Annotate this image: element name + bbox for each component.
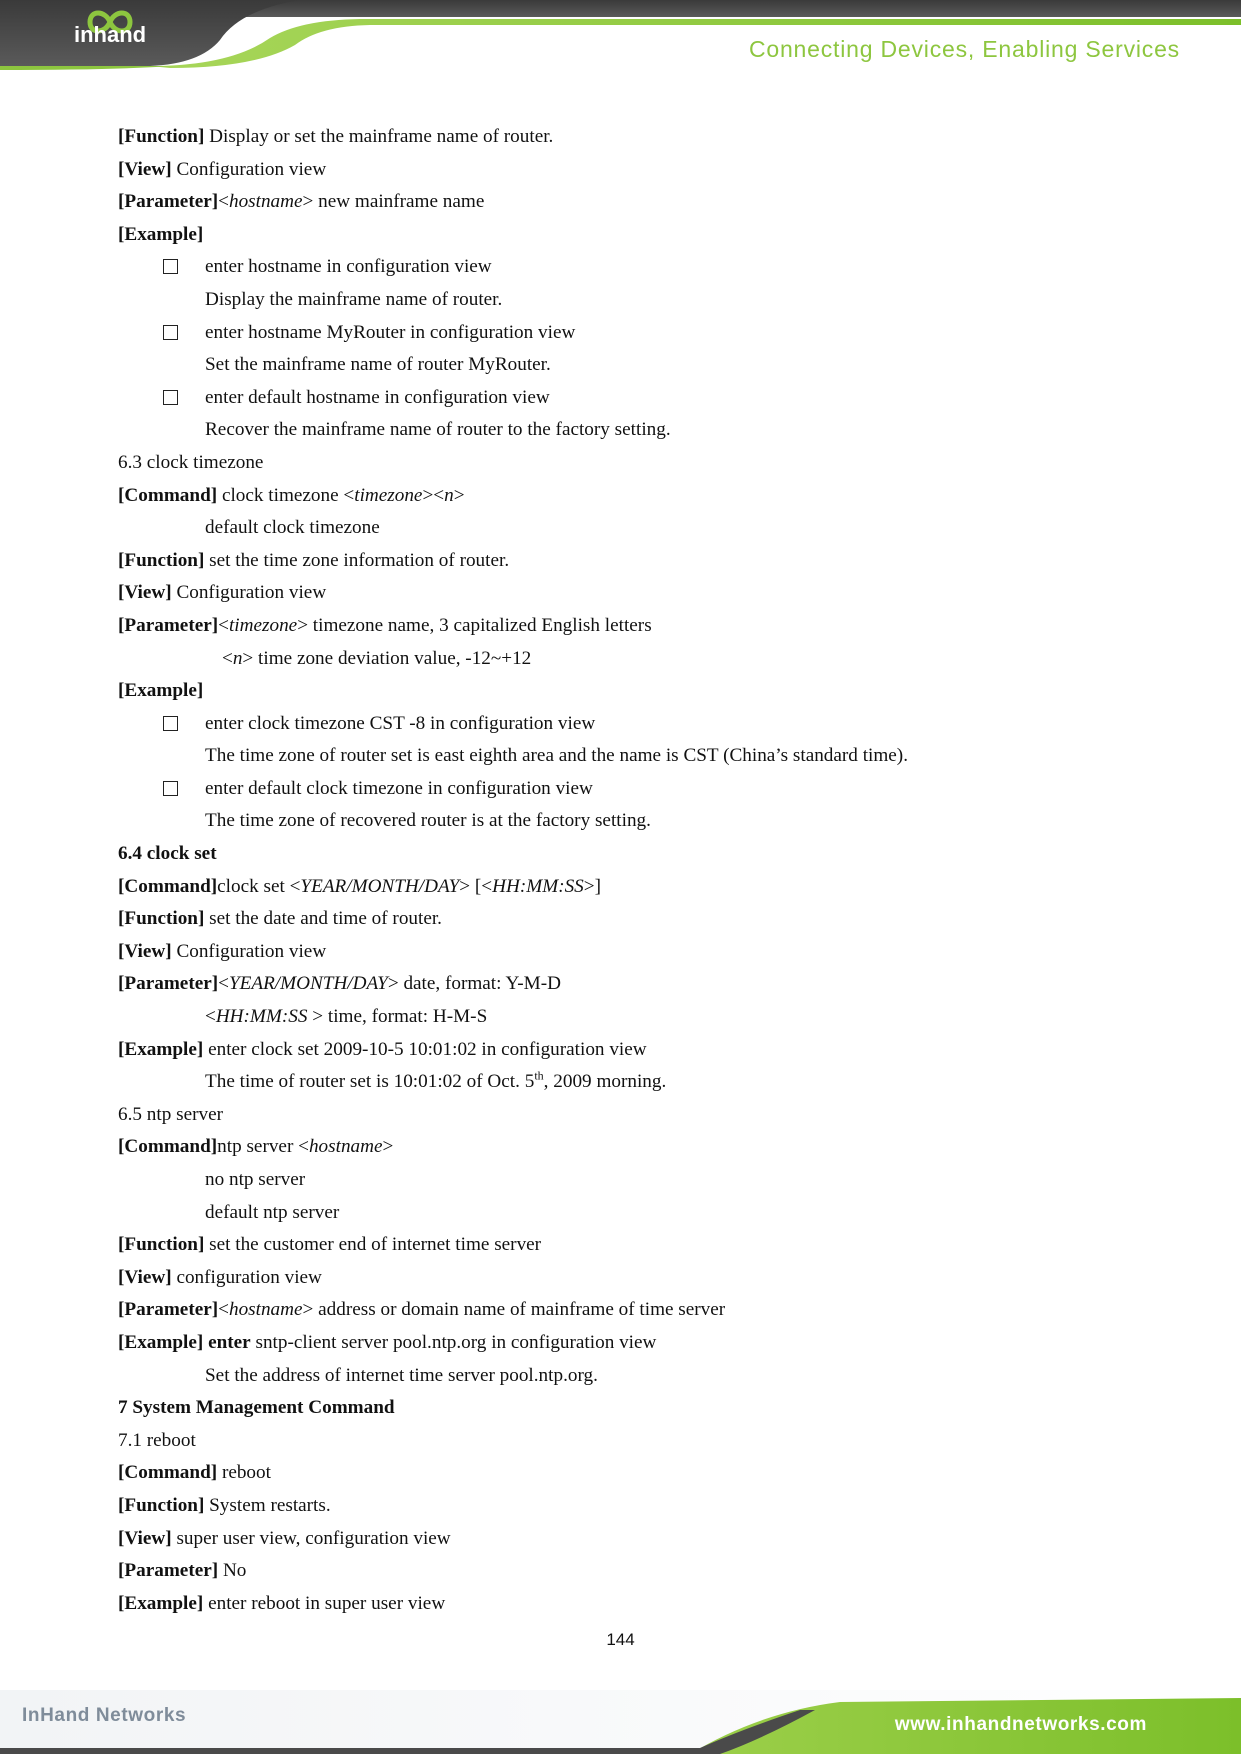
text-line: [View] super user view, configuration view <box>118 1527 451 1549</box>
footer-website[interactable]: www.inhandnetworks.com <box>894 1714 1147 1735</box>
section-heading: 6.3 clock timezone <box>118 451 264 473</box>
text-line: Set the address of internet time server pool.ntp.org. <box>205 1364 598 1386</box>
section-heading: 6.4 clock set <box>118 843 217 865</box>
text-line: The time zone of recovered router is at the factory setting. <box>205 810 651 832</box>
text-line: [Example] <box>118 223 204 245</box>
text-line: [Function] System restarts. <box>118 1494 331 1516</box>
page-number: 144 <box>606 1630 635 1649</box>
text-line: The time zone of router set is east eighth area and the name is CST (China’s standard time). <box>205 745 908 767</box>
header-tagline: Connecting Devices, Enabling Services <box>748 36 1180 62</box>
text-line: The time of router set is 10:01:02 of Oct. 5th, 2009 morning. <box>205 1068 667 1093</box>
checkbox-bullet-icon <box>163 325 178 340</box>
text-line: default clock timezone <box>205 517 380 539</box>
list-item: enter default clock timezone in configuration view <box>118 773 1158 806</box>
text-line: [View] Configuration view <box>118 158 327 180</box>
text-line: [View] configuration view <box>118 1266 322 1288</box>
chapter-heading: 7 System Management Command <box>118 1397 395 1419</box>
footer-company: InHand Networks <box>22 1705 187 1726</box>
text-line: [Command] clock timezone <timezone><n> <box>118 484 465 506</box>
text-line: [Parameter]<hostname> new mainframe name <box>118 191 485 213</box>
checkbox-bullet-icon <box>163 716 178 731</box>
text-line: Recover the mainframe name of router to the factory setting. <box>205 419 671 441</box>
list-item: enter default hostname in configuration view <box>118 382 1158 415</box>
text-line: Display the mainframe name of router. <box>205 288 503 310</box>
list-item: enter hostname MyRouter in configuration view <box>118 317 1158 350</box>
text-line: no ntp server <box>205 1169 306 1190</box>
text-line: Set the mainframe name of router MyRouter. <box>205 354 551 376</box>
section-heading: 6.5 ntp server <box>118 1103 223 1125</box>
list-item: enter hostname in configuration view <box>118 251 1158 284</box>
section-heading: 7.1 reboot <box>118 1429 196 1451</box>
text-line: [Function] set the date and time of router. <box>118 908 442 930</box>
text-line: [Command]clock set <YEAR/MONTH/DAY> [<HH:MM:SS>] <box>118 875 601 897</box>
text-line: [View] Configuration view <box>118 940 327 962</box>
text-line: [Function] set the customer end of internet time server <box>118 1234 542 1256</box>
text-line: [Parameter]<YEAR/MONTH/DAY> date, format: Y-M-D <box>118 973 561 995</box>
text-line: [Parameter]<hostname> address or domain name of mainframe of time server <box>118 1299 726 1321</box>
text-line: [View] Configuration view <box>118 582 327 604</box>
text-line: [Function] Display or set the mainframe name of router. <box>118 126 554 147</box>
checkbox-bullet-icon <box>163 259 178 274</box>
page-header <box>0 0 1241 80</box>
checkbox-bullet-icon <box>163 781 178 796</box>
text-line: [Parameter]<timezone> timezone name, 3 capitalized English letters <box>118 614 652 636</box>
text-line: [Command]ntp server <hostname> <box>118 1136 394 1158</box>
list-item: enter clock timezone CST -8 in configuration view <box>118 708 1158 741</box>
text-line: [Example] enter reboot in super user view <box>118 1592 446 1614</box>
checkbox-bullet-icon <box>163 390 178 405</box>
text-line: [Example] enter sntp-client server pool.ntp.org in configuration view <box>118 1331 657 1353</box>
text-line: [Example] enter clock set 2009-10-5 10:01:02 in configuration view <box>118 1038 647 1060</box>
text-line: [Example] <box>118 680 204 702</box>
text-line: [Parameter] No <box>118 1560 247 1582</box>
document-body <box>118 121 1158 1620</box>
text-line: [Function] set the time zone information of router. <box>118 549 510 571</box>
text-line: [Command] reboot <box>118 1462 271 1484</box>
text-line: default ntp server <box>205 1201 340 1223</box>
logo-text: inhand <box>74 22 147 47</box>
text-line: <n> time zone deviation value, -12~+12 <box>222 647 532 669</box>
text-line: <HH:MM:SS > time, format: H-M-S <box>205 1006 488 1028</box>
